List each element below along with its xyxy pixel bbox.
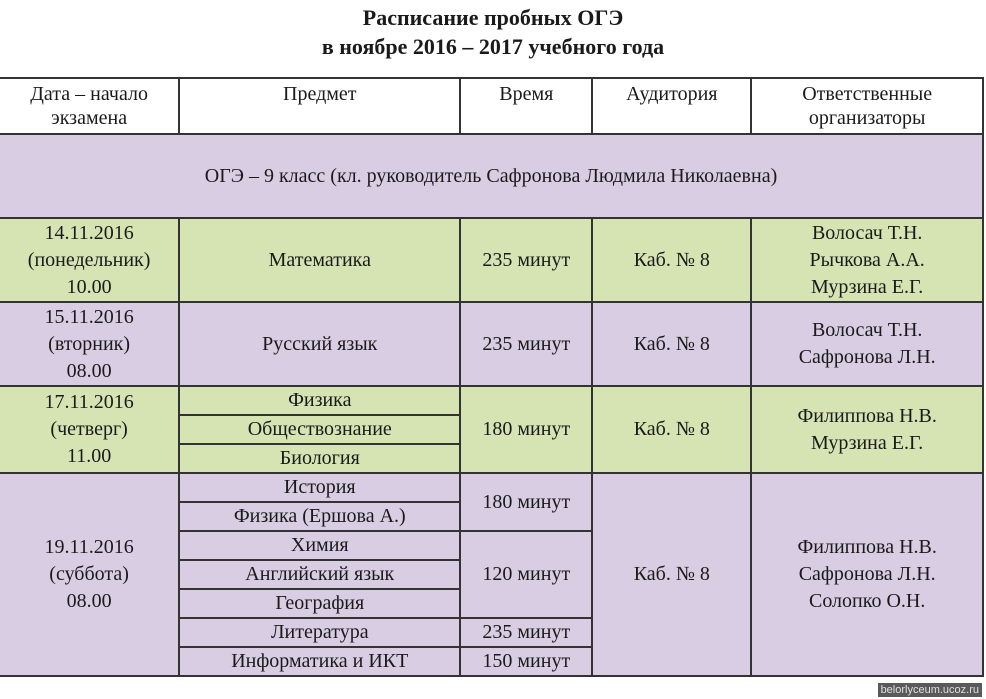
organizer-name: Мурзина Е.Г. [811, 431, 924, 454]
header-organizers: Ответственные организаторы [751, 78, 983, 134]
organizer-name: Волосач Т.Н. [811, 221, 923, 244]
date-cell [0, 386, 179, 473]
header-room: Аудитория [592, 78, 751, 134]
exam-date: 14.11.2016 [44, 221, 134, 244]
subject-cell: Физика (Ершова А.) [179, 502, 460, 531]
organizer-name: Филиппова Н.В. [797, 536, 937, 558]
exam-start: 08.00 [66, 590, 112, 612]
header-row [0, 78, 983, 134]
exam-date: 15.11.2016 [44, 305, 134, 328]
subject-cell: Физика [179, 386, 460, 415]
organizer-name: Волосач Т.Н. [811, 319, 923, 341]
organizer-name: Мурзина Е.Г. [811, 275, 924, 298]
time-cell: 120 минут [460, 531, 592, 618]
class-band: ОГЭ – 9 класс (кл. руководитель Сафронова Людмила Николаевна) [0, 134, 983, 218]
organizers-cell [751, 473, 983, 676]
time-cell: 180 минут [460, 473, 592, 531]
header-subject: Предмет [179, 78, 460, 134]
organizers-cell [751, 302, 983, 386]
organizer-name: Рычкова А.А. [809, 248, 925, 271]
exam-weekday: (четверг) [50, 418, 128, 440]
subject-cell: Информатика и ИКТ [179, 647, 460, 676]
subject-cell: Литература [179, 618, 460, 647]
subject-cell: Обществознание [179, 415, 460, 444]
organizer-name: Филиппова Н.В. [797, 404, 937, 427]
time-cell: 235 минут [460, 302, 592, 386]
time-cell: 180 минут [460, 386, 592, 473]
table-row [0, 386, 983, 415]
organizer-name: Сафронова Л.Н. [798, 346, 936, 368]
room-cell: Каб. № 8 [592, 386, 751, 473]
organizer-name: Сафронова Л.Н. [798, 563, 936, 585]
room-cell: Каб. № 8 [592, 302, 751, 386]
time-cell: 150 минут [460, 647, 592, 676]
title-line-2: в ноябре 2016 – 2017 учебного года [321, 34, 665, 59]
subject-cell: Английский язык [179, 560, 460, 589]
subject-cell: Химия [179, 531, 460, 560]
date-cell [0, 302, 179, 386]
class-band-row [0, 134, 983, 218]
table-row [0, 302, 983, 386]
date-cell [0, 218, 179, 302]
exam-weekday: (вторник) [48, 332, 131, 355]
date-cell [0, 473, 179, 676]
header-time: Время [460, 78, 592, 134]
watermark: belorlyceum.ucoz.ru [878, 683, 982, 697]
exam-start: 11.00 [66, 445, 112, 467]
exam-weekday: (понедельник) [27, 248, 151, 271]
table-row [0, 473, 983, 502]
organizer-name: Солопко О.Н. [808, 590, 926, 612]
header-date: Дата – начало экзамена [0, 78, 179, 134]
exam-weekday: (суббота) [49, 563, 129, 585]
subject-cell: Русский язык [179, 302, 460, 386]
exam-date: 17.11.2016 [44, 391, 134, 413]
subject-cell: География [179, 589, 460, 618]
time-cell: 235 минут [460, 618, 592, 647]
time-cell: 235 минут [460, 218, 592, 302]
subject-cell: Биология [179, 444, 460, 473]
schedule-table [0, 77, 984, 677]
page-title [0, 3, 986, 61]
exam-date: 19.11.2016 [44, 536, 134, 558]
organizers-cell [751, 386, 983, 473]
table-row [0, 218, 983, 302]
exam-start: 10.00 [66, 275, 112, 298]
room-cell: Каб. № 8 [592, 473, 751, 676]
organizers-cell [751, 218, 983, 302]
subject-cell: История [179, 473, 460, 502]
title-line-1: Расписание пробных ОГЭ [362, 5, 624, 30]
exam-start: 08.00 [66, 359, 112, 382]
subject-cell: Математика [179, 218, 460, 302]
room-cell: Каб. № 8 [592, 218, 751, 302]
